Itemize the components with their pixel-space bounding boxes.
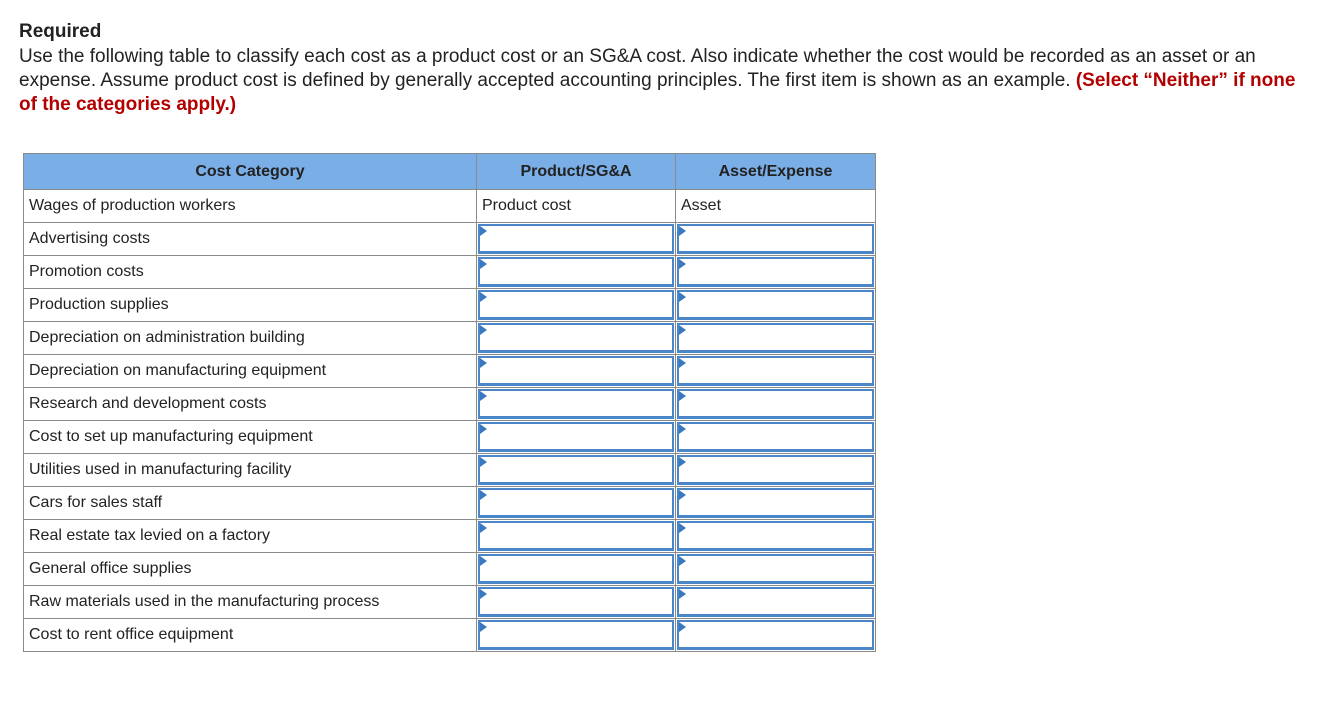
asset-expense-cell <box>676 454 876 487</box>
header-product-sga: Product/SG&A <box>477 154 676 190</box>
cost-category: Real estate tax levied on a factory <box>24 520 477 553</box>
product-sga-dropdown[interactable] <box>478 224 674 254</box>
product-sga-cell <box>477 322 676 355</box>
asset-expense-dropdown[interactable] <box>677 587 874 617</box>
asset-expense-cell <box>676 355 876 388</box>
product-sga-dropdown[interactable] <box>478 488 674 518</box>
table-row <box>24 454 876 487</box>
table-row <box>24 586 876 619</box>
cost-category: Production supplies <box>24 289 477 322</box>
example-row <box>24 190 876 223</box>
product-sga-dropdown[interactable] <box>478 554 674 584</box>
asset-expense-dropdown[interactable] <box>677 224 874 254</box>
table-row <box>24 487 876 520</box>
table-row <box>24 520 876 553</box>
cost-category: Depreciation on administration building <box>24 322 477 355</box>
asset-expense-dropdown[interactable] <box>677 356 874 386</box>
instructions <box>19 45 1309 117</box>
product-sga-cell <box>477 256 676 289</box>
asset-expense-cell <box>676 256 876 289</box>
cost-category: Wages of production workers <box>24 190 477 223</box>
product-sga-dropdown[interactable] <box>478 389 674 419</box>
table-row <box>24 388 876 421</box>
asset-expense-cell <box>676 223 876 256</box>
product-sga-dropdown[interactable] <box>478 323 674 353</box>
product-sga-cell <box>477 388 676 421</box>
heading: Required <box>19 21 102 42</box>
asset-expense-cell <box>676 586 876 619</box>
asset-expense-cell <box>676 322 876 355</box>
asset-expense-cell <box>676 421 876 454</box>
table-row <box>24 619 876 652</box>
asset-expense-dropdown[interactable] <box>677 422 874 452</box>
classification-table <box>23 153 876 652</box>
cost-category: Advertising costs <box>24 223 477 256</box>
product-sga-dropdown[interactable] <box>478 620 674 650</box>
asset-expense-dropdown[interactable] <box>677 455 874 485</box>
cost-category: Cost to rent office equipment <box>24 619 477 652</box>
product-sga-cell <box>477 223 676 256</box>
product-sga-cell <box>477 454 676 487</box>
cost-category: Utilities used in manufacturing facility <box>24 454 477 487</box>
asset-expense-cell <box>676 553 876 586</box>
product-sga-cell <box>477 586 676 619</box>
product-sga-cell <box>477 421 676 454</box>
asset-expense-dropdown[interactable] <box>677 521 874 551</box>
asset-expense-dropdown[interactable] <box>677 488 874 518</box>
asset-expense-cell <box>676 487 876 520</box>
product-sga-cell <box>477 289 676 322</box>
table-row <box>24 553 876 586</box>
table-row <box>24 223 876 256</box>
asset-expense-cell <box>676 520 876 553</box>
product-sga-dropdown[interactable] <box>478 290 674 320</box>
asset-expense-cell <box>676 289 876 322</box>
cost-category: Promotion costs <box>24 256 477 289</box>
product-sga-cell <box>477 553 676 586</box>
instructions-emphasis: (Select “Neither” if none of the categories apply.) <box>19 70 1296 115</box>
asset-expense-dropdown[interactable] <box>677 389 874 419</box>
product-sga-dropdown[interactable] <box>478 422 674 452</box>
asset-expense-cell <box>676 619 876 652</box>
table-row <box>24 256 876 289</box>
product-sga-dropdown[interactable] <box>478 587 674 617</box>
cost-category: Cars for sales staff <box>24 487 477 520</box>
table-row <box>24 421 876 454</box>
product-sga-cell <box>477 520 676 553</box>
header-asset-expense: Asset/Expense <box>676 154 876 190</box>
product-sga-cell <box>477 619 676 652</box>
table-row <box>24 355 876 388</box>
cost-category: Depreciation on manufacturing equipment <box>24 355 477 388</box>
product-sga-cell <box>477 355 676 388</box>
table-row <box>24 289 876 322</box>
product-sga-value: Product cost <box>477 190 676 223</box>
product-sga-cell <box>477 487 676 520</box>
cost-category: General office supplies <box>24 553 477 586</box>
cost-category: Cost to set up manufacturing equipment <box>24 421 477 454</box>
cost-category: Research and development costs <box>24 388 477 421</box>
cost-category: Raw materials used in the manufacturing process <box>24 586 477 619</box>
asset-expense-cell <box>676 388 876 421</box>
asset-expense-dropdown[interactable] <box>677 257 874 287</box>
asset-expense-dropdown[interactable] <box>677 554 874 584</box>
product-sga-dropdown[interactable] <box>478 257 674 287</box>
asset-expense-value: Asset <box>676 190 876 223</box>
asset-expense-dropdown[interactable] <box>677 323 874 353</box>
asset-expense-dropdown[interactable] <box>677 290 874 320</box>
instructions-text: Use the following table to classify each cost as a product cost or an SG&A cost. Also indicate whether the cost would be recorded as an asset or an expense. Assume product cost is defined by generally accepted accounting principles. The first item is shown as an example. <box>19 46 1256 91</box>
table-row <box>24 322 876 355</box>
asset-expense-dropdown[interactable] <box>677 620 874 650</box>
header-cost-category: Cost Category <box>24 154 477 190</box>
product-sga-dropdown[interactable] <box>478 521 674 551</box>
product-sga-dropdown[interactable] <box>478 356 674 386</box>
product-sga-dropdown[interactable] <box>478 455 674 485</box>
